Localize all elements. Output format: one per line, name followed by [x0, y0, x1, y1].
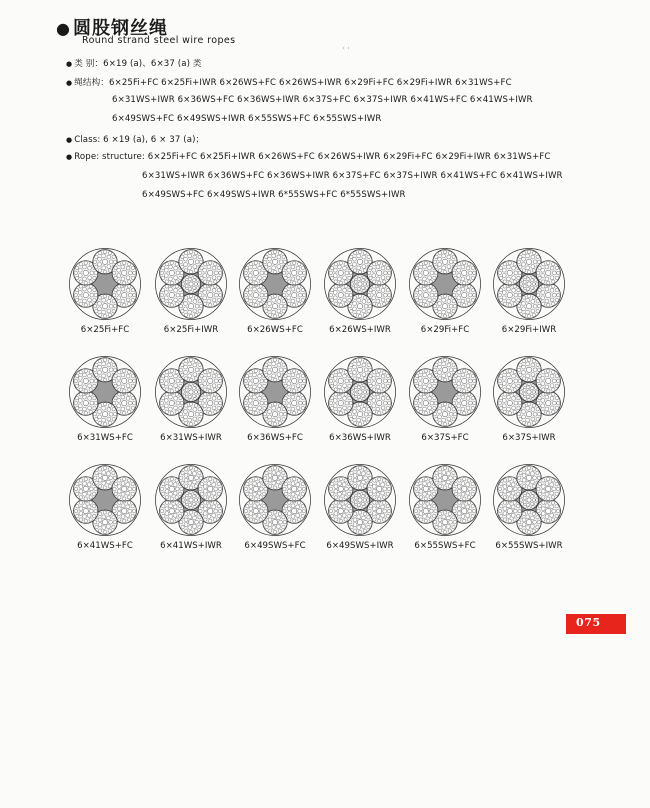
rope-item [233, 247, 317, 335]
rope-label: 6×29Fi+FC [420, 325, 470, 335]
rope-cross-section-image [408, 355, 482, 429]
rope-label: 6×26WS+IWR [329, 325, 391, 335]
page-subtitle: Round strand steel wire ropes [82, 35, 236, 46]
rope-cross-section-image [492, 355, 566, 429]
rope-cross-section-image [238, 463, 312, 537]
rope-cross-section-image [68, 355, 142, 429]
rope-item [487, 463, 571, 551]
rope-label: 6×49SWS+FC [244, 541, 306, 551]
rope-label: 6×36WS+IWR [329, 433, 391, 443]
rope-label: 6×25Fi+IWR [163, 325, 219, 335]
rope-cross-section-image [323, 463, 397, 537]
title-text: 圆股钢丝绳 [72, 18, 168, 39]
rope-item [63, 463, 147, 551]
rope-cross-section-image [238, 355, 312, 429]
print-mark: · · [342, 44, 350, 53]
rope-item [233, 463, 317, 551]
rope-label: 6×26WS+FC [247, 325, 303, 335]
rope-cross-section-image [492, 247, 566, 321]
rope-label: 6×49SWS+IWR [326, 541, 394, 551]
rope-item [403, 355, 487, 443]
rope-cross-section-grid [63, 247, 583, 571]
rope-item [318, 463, 402, 551]
rope-cross-section-image [154, 247, 228, 321]
rope-label: 6×25Fi+FC [80, 325, 130, 335]
rope-item [403, 247, 487, 335]
rope-cross-section-image [408, 463, 482, 537]
page-number: 075 [576, 616, 601, 629]
rope-item [149, 463, 233, 551]
rope-item [487, 247, 571, 335]
rope-item [63, 247, 147, 335]
rope-row [63, 247, 583, 355]
rope-item [487, 355, 571, 443]
rope-label: 6×41WS+IWR [160, 541, 222, 551]
rope-label: 6×41WS+FC [77, 541, 133, 551]
spec-structure-en-2: 6×31WS+IWR 6×36WS+FC 6×36WS+IWR 6×37S+FC 6×37S+IWR 6×41WS+FC 6×41WS+IWR [142, 171, 563, 181]
spec-structure-cn-3: 6×49SWS+FC 6×49SWS+IWR 6×55SWS+FC 6×55SWS+IWR [112, 114, 382, 124]
rope-item [63, 355, 147, 443]
rope-cross-section-image [68, 463, 142, 537]
spec-structure-cn-1: ● 绳结构：6×25Fi+FC 6×25Fi+IWR 6×26WS+FC 6×26WS+IWR 6×29Fi+FC 6×29Fi+IWR 6×31WS+FC [66, 78, 512, 88]
rope-cross-section-image [68, 247, 142, 321]
rope-cross-section-image [492, 463, 566, 537]
rope-label: 6×31WS+IWR [160, 433, 222, 443]
rope-cross-section-image [238, 247, 312, 321]
rope-cross-section-image [323, 247, 397, 321]
rope-item [318, 247, 402, 335]
spec-structure-cn-2: 6×31WS+IWR 6×36WS+FC 6×36WS+IWR 6×37S+FC 6×37S+IWR 6×41WS+FC 6×41WS+IWR [112, 95, 533, 105]
rope-cross-section-image [408, 247, 482, 321]
rope-label: 6×55SWS+FC [414, 541, 476, 551]
title-bullet: ● [56, 19, 71, 38]
rope-item [403, 463, 487, 551]
rope-label: 6×29Fi+IWR [501, 325, 557, 335]
spec-structure-en-3: 6×49SWS+FC 6×49SWS+IWR 6*55SWS+FC 6*55SWS+IWR [142, 190, 406, 200]
rope-row [63, 463, 583, 571]
rope-item [149, 247, 233, 335]
rope-item [318, 355, 402, 443]
spec-class-cn: ● 类 别：6×19 (a)、6×37 (a) 类 [66, 59, 202, 69]
rope-item [149, 355, 233, 443]
rope-cross-section-image [323, 355, 397, 429]
spec-structure-en-1: ● Rope: structure: 6×25Fi+FC 6×25Fi+IWR 6×26WS+FC 6×26WS+IWR 6×29Fi+FC 6×29Fi+IWR 6×31WS+FC [66, 152, 551, 162]
rope-label: 6×55SWS+IWR [495, 541, 563, 551]
rope-label: 6×36WS+FC [247, 433, 303, 443]
spec-class-en: ● Class: 6 ×19 (a), 6 × 37 (a)； [66, 135, 205, 145]
rope-label: 6×37S+FC [421, 433, 469, 443]
rope-label: 6×31WS+FC [77, 433, 133, 443]
rope-item [233, 355, 317, 443]
rope-label: 6×37S+IWR [502, 433, 556, 443]
rope-row [63, 355, 583, 463]
rope-cross-section-image [154, 463, 228, 537]
rope-cross-section-image [154, 355, 228, 429]
